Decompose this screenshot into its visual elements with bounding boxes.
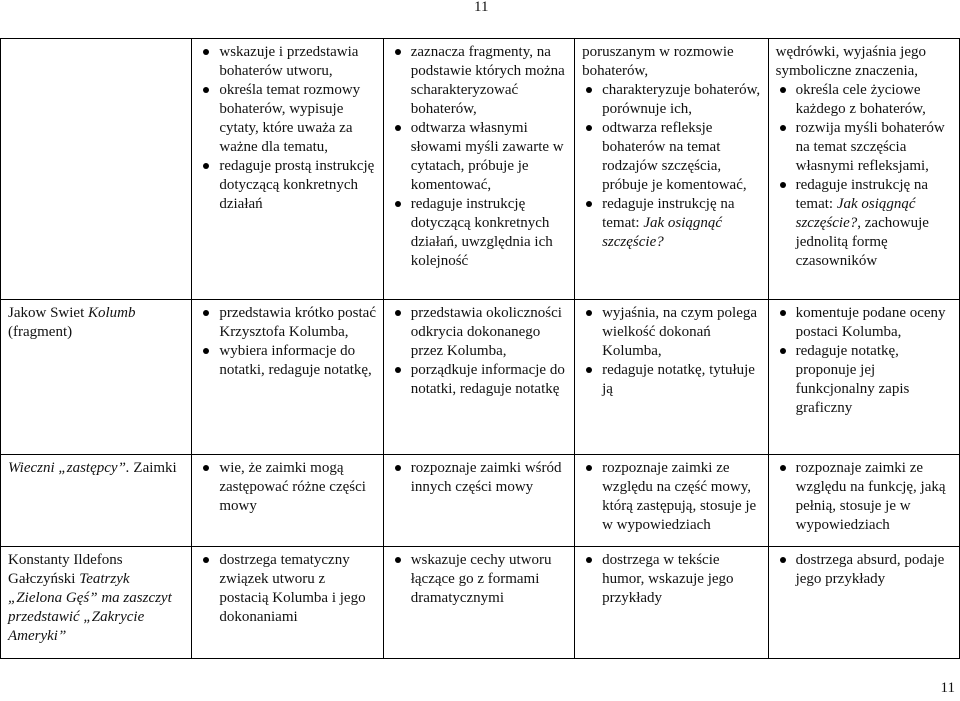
- requirement-cell: [383, 455, 574, 547]
- bullet-icon: [395, 465, 401, 471]
- bullet-icon: [780, 87, 786, 93]
- list-item: redaguje instrukcję dotyczącą konkretnych działań, uwzględnia ich kolejność: [391, 195, 569, 271]
- bullet-icon: [395, 125, 401, 131]
- requirement-cell: [575, 547, 769, 659]
- row-title-cell: Jakow Swiet Kolumb (fragment): [1, 300, 192, 455]
- list-item: przedstawia krótko postać Krzysztofa Kolumba,: [199, 304, 377, 342]
- list-item: określa temat rozmowy bohaterów, wypisuje cytaty, które uważa za ważne dla tematu,: [199, 81, 377, 157]
- requirement-cell: [383, 547, 574, 659]
- list-item: rozpoznaje zaimki ze względu na funkcję, jaką pełnią, stosuje je w wypowiedziach: [776, 459, 954, 535]
- list-item: wie, że zaimki mogą zastępować różne części mowy: [199, 459, 377, 516]
- bullet-icon: [586, 367, 592, 373]
- list-item: redaguje notatkę, proponuje jej funkcjonalny zapis graficzny: [776, 342, 954, 418]
- bullet-icon: [203, 163, 209, 169]
- table-row: [1, 39, 960, 300]
- table-row: [1, 300, 960, 455]
- list-item: zaznacza fragmenty, na podstawie których można scharakteryzować bohaterów,: [391, 43, 569, 119]
- row-title-cell: Konstanty Ildefons Gałczyński Teatrzyk „Zielona Gęś” ma zaszczyt przedstawić „Zakrycie Ameryki”: [1, 547, 192, 659]
- bullet-icon: [203, 557, 209, 563]
- requirement-cell: [768, 300, 959, 455]
- requirement-cell: [768, 455, 959, 547]
- bullet-icon: [395, 201, 401, 207]
- list-item: wędrówki, wyjaśnia jego symboliczne znaczenia,: [775, 44, 926, 79]
- row-title-cell: [1, 39, 192, 300]
- requirement-cell: [192, 547, 383, 659]
- bullet-icon: [203, 49, 209, 55]
- list-item: dostrzega absurd, podaje jego przykłady: [776, 551, 954, 589]
- list-item: dostrzega w tekście humor, wskazuje jego przykłady: [582, 551, 763, 608]
- bullet-icon: [586, 87, 592, 93]
- bullet-icon: [780, 557, 786, 563]
- bullet-icon: [586, 557, 592, 563]
- page-number-bottom: 11: [940, 680, 955, 696]
- requirement-cell: [768, 547, 959, 659]
- bullet-icon: [203, 310, 209, 316]
- requirement-cell: [192, 39, 383, 300]
- list-item: redaguje prostą instrukcję dotyczącą konkretnych działań: [199, 157, 377, 214]
- list-item: poruszanym w rozmowie bohaterów,: [582, 44, 734, 79]
- list-item: redaguje instrukcję na temat: Jak osiągnąć szczęście?: [582, 195, 763, 252]
- page-number-top: 11: [474, 0, 489, 15]
- list-item: redaguje instrukcję na temat: Jak osiągnąć szczęście?, zachowuje jednolitą formę czasowników: [776, 176, 954, 271]
- requirement-cell: [575, 39, 769, 300]
- bullet-icon: [203, 465, 209, 471]
- list-item: przedstawia okoliczności odkrycia dokonanego przez Kolumba,: [391, 304, 569, 361]
- list-item: wskazuje cechy utworu łączące go z formami dramatycznymi: [391, 551, 569, 608]
- bullet-icon: [780, 182, 786, 188]
- requirement-cell: [383, 39, 574, 300]
- list-item: wybiera informacje do notatki, redaguje notatkę,: [199, 342, 377, 380]
- bullet-icon: [780, 125, 786, 131]
- bullet-icon: [203, 87, 209, 93]
- list-item: charakteryzuje bohaterów, porównuje ich,: [582, 81, 763, 119]
- bullet-icon: [203, 348, 209, 354]
- list-item: rozwija myśli bohaterów na temat szczęścia własnymi refleksjami,: [776, 119, 954, 176]
- table-row: [1, 547, 960, 659]
- bullet-icon: [780, 310, 786, 316]
- list-item: odtwarza własnymi słowami myśli zawarte w cytatach, próbuje je komentować,: [391, 119, 569, 195]
- requirement-cell: [575, 300, 769, 455]
- list-item: rozpoznaje zaimki ze względu na część mowy, którą zastępują, stosuje je w wypowiedziach: [582, 459, 763, 535]
- bullet-icon: [586, 465, 592, 471]
- bullet-icon: [395, 49, 401, 55]
- list-item: porządkuje informacje do notatki, redaguje notatkę: [391, 361, 569, 399]
- bullet-icon: [780, 465, 786, 471]
- list-item: redaguje notatkę, tytułuje ją: [582, 361, 763, 399]
- bullet-icon: [395, 557, 401, 563]
- list-item: określa cele życiowe każdego z bohaterów,: [776, 81, 954, 119]
- bullet-icon: [780, 348, 786, 354]
- requirements-table: [0, 38, 960, 659]
- bullet-icon: [586, 201, 592, 207]
- list-item: rozpoznaje zaimki wśród innych części mowy: [391, 459, 569, 497]
- table-row: [1, 455, 960, 547]
- row-title-cell: Wieczni „zastępcy”. Zaimki: [1, 455, 192, 547]
- list-item: dostrzega tematyczny związek utworu z postacią Kolumba i jego dokonaniami: [199, 551, 377, 627]
- bullet-icon: [395, 310, 401, 316]
- bullet-icon: [586, 125, 592, 131]
- bullet-icon: [586, 310, 592, 316]
- requirement-cell: [768, 39, 959, 300]
- requirement-cell: [192, 455, 383, 547]
- list-item: wskazuje i przedstawia bohaterów utworu,: [199, 43, 377, 81]
- requirement-cell: [383, 300, 574, 455]
- list-item: odtwarza refleksje bohaterów na temat rodzajów szczęścia, próbuje je komentować,: [582, 119, 763, 195]
- requirement-cell: [192, 300, 383, 455]
- list-item: komentuje podane oceny postaci Kolumba,: [776, 304, 954, 342]
- bullet-icon: [395, 367, 401, 373]
- requirement-cell: [575, 455, 769, 547]
- list-item: wyjaśnia, na czym polega wielkość dokonań Kolumba,: [582, 304, 763, 361]
